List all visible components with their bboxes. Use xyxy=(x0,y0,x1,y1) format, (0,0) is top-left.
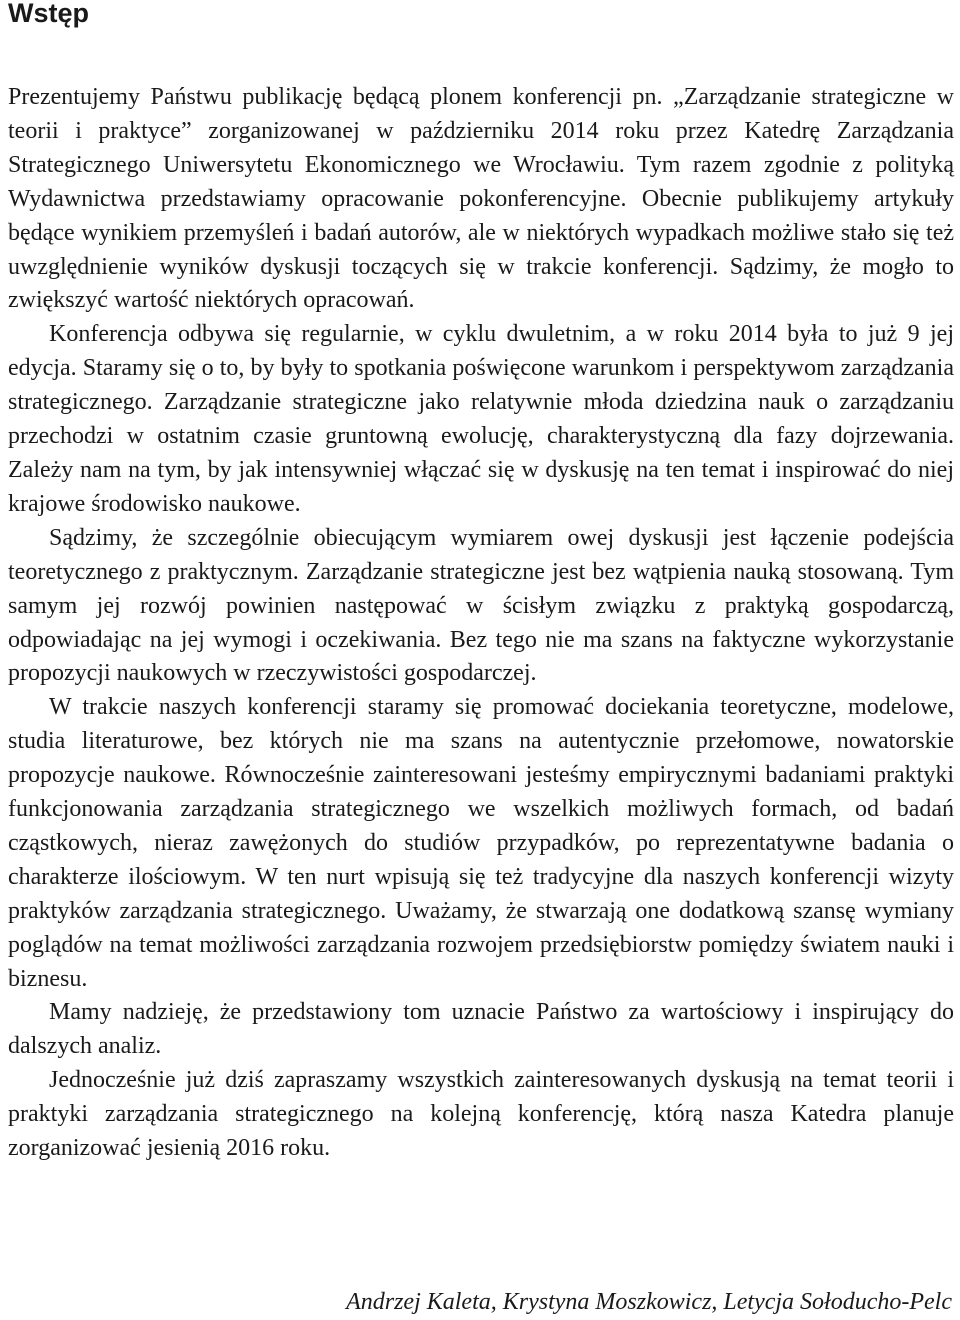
paragraph-research: W trakcie naszych konferencji staramy się promować dociekania teoretyczne, modelowe, studia literaturowe, bez których nie ma szans na autentycznie przełomowe, nowatorskie propozycje naukowe. Równocześnie zainteresowani jesteśmy empirycznymi badaniami praktyki funkcjonowania zarządzania strategicznego we wszelkich możliwych formach, od badań cząstkowych, nieraz zawężonych do studiów przypadków, po reprezentatywne badania o charakterze ilościowym. W ten nurt wpisują się też tradycyjne dla naszych konferencji wizyty praktyków zarządzania strategicznego. Uważamy, że stwarzają one dodatkową szansę wymiany poglądów na temat możliwości zarządzania rozwojem przedsiębiorstw pomiędzy światem nauki i biznesu. xyxy=(8,694,954,992)
paragraph-invitation: Jednocześnie już dziś zapraszamy wszystkich zainteresowanych dyskusją na temat teorii i praktyki zarządzania strategicznego na kolejną konferencję, którą nasza Katedra planuje zorganizować jesienią 2016 roku. xyxy=(8,1067,954,1162)
paragraph-theory-practice: Sądzimy, że szczególnie obiecującym wymiarem owej dyskusji jest łączenie podejścia teoretycznego z praktycznym. Zarządzanie strategiczne jest bez wątpienia nauką stosowaną. Tym samym jej rozwój powinien następować w ścisłym związku z praktyką gospodarczą, odpowiadając na jej wymogi i oczekiwania. Bez tego nie ma szans na faktyczne wykorzystanie propozycji naukowych w rzeczywistości gospodarczej. xyxy=(8,524,954,687)
document-body xyxy=(8,81,954,1166)
paragraph-hope: Mamy nadzieję, że przedstawiony tom uznacie Państwo za wartościowy i inspirujący do dalszych analiz. xyxy=(8,999,954,1060)
paragraph-intro: Prezentujemy Państwu publikację będącą plonem konferencji pn. „Zarządzanie strategiczne w teorii i praktyce” zorganizowanej w październiku 2014 roku przez Katedrę Zarządzania Strategicznego Uniwersytetu Ekonomicznego we Wrocławiu. Tym razem zgodnie z polityką Wydawnictwa przedstawiamy opracowanie pokonferencyjne. Obecnie publikujemy artykuły będące wynikiem przemyśleń i badań autorów, ale w niektórych wypadkach możliwe stało się też uwzględnienie wyników dyskusji toczących się w trakcie konferencji. Sądzimy, że mogło to zwiększyć wartość niektórych opracowań. xyxy=(8,84,954,314)
paragraph-conference: Konferencja odbywa się regularnie, w cyklu dwuletnim, a w roku 2014 była to już 9 jej edycja. Staramy się o to, by były to spotkania poświęcone warunkom i perspektywom zarządzania strategicznego. Zarządzanie strategiczne jako relatywnie młoda dziedzina nauk o zarządzaniu przechodzi w ostatnim czasie gruntowną ewolucję, charakterystyczną dla fazy dojrzewania. Zależy nam na tym, by jak intensywniej włączać się w dyskusję na ten temat i inspirować do niej krajowe środowisko naukowe. xyxy=(8,321,954,517)
author-signature: Andrzej Kaleta, Krystyna Moszkowicz, Letycja Sołoducho-Pelc xyxy=(346,1289,952,1315)
page-title: Wstęp xyxy=(8,0,89,28)
